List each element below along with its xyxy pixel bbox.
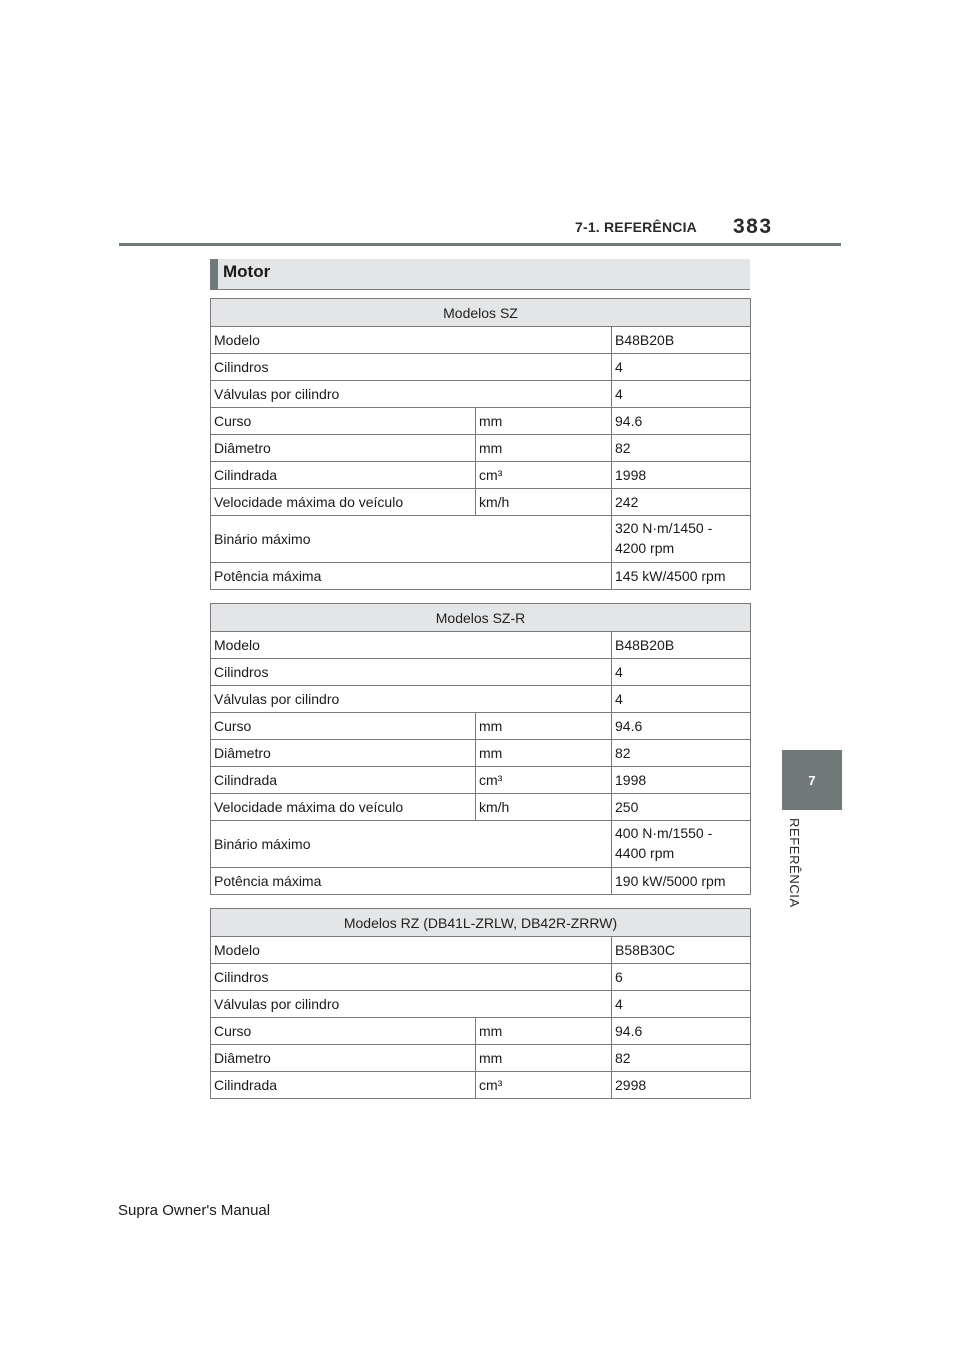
row-value-line: 400 N·m/1550 - [615,825,713,841]
table-row [211,408,751,435]
row-value: 6 [612,964,751,991]
row-label: Modelo [211,327,612,354]
spec-table-sz [210,298,751,590]
chapter-number: 7 [808,772,816,788]
footer-manual-title: Supra Owner's Manual [118,1202,271,1219]
title-accent [210,259,218,289]
table-row [211,354,751,381]
table-heading: Modelos RZ (DB41L-ZRLW, DB42R-ZRRW) [211,909,751,937]
section-title: Motor [223,262,271,281]
row-unit: mm [476,1045,612,1072]
row-value: 4 [612,659,751,686]
row-label: Binário máximo [211,516,612,563]
table-row [211,686,751,713]
row-label: Válvulas por cilindro [211,381,612,408]
row-label: Diâmetro [211,435,476,462]
row-unit: mm [476,408,612,435]
spec-table-rz [210,908,751,1099]
row-value: 82 [612,1045,751,1072]
row-value: 4 [612,686,751,713]
table-row [211,327,751,354]
row-label: Válvulas por cilindro [211,686,612,713]
row-value: 82 [612,740,751,767]
spec-table-sz-r [210,603,751,895]
row-value [612,821,751,868]
table-row [211,659,751,686]
table-row [211,1018,751,1045]
table-row [211,381,751,408]
row-label: Velocidade máxima do veículo [211,794,476,821]
row-label: Curso [211,408,476,435]
page-number: 383 [733,215,773,238]
row-label: Potência máxima [211,563,612,590]
table-row [211,489,751,516]
row-label: Diâmetro [211,740,476,767]
row-unit: mm [476,713,612,740]
table-heading: Modelos SZ-R [211,604,751,632]
section-label: 7-1. REFERÊNCIA [574,219,697,235]
table-heading: Modelos SZ [211,299,751,327]
table-row [211,632,751,659]
row-unit: km/h [476,489,612,516]
row-label: Binário máximo [211,821,612,868]
row-value-line: 320 N·m/1450 - [615,520,713,536]
table-row [211,713,751,740]
table-row [211,740,751,767]
row-value [612,516,751,563]
row-label: Cilindrada [211,767,476,794]
row-label: Cilindros [211,354,612,381]
row-unit: cm³ [476,462,612,489]
row-value: 4 [612,354,751,381]
header-rule [119,243,841,246]
table-row [211,1045,751,1072]
table-row [211,516,751,563]
row-value: 190 kW/5000 rpm [612,868,751,895]
row-label: Velocidade máxima do veículo [211,489,476,516]
row-unit: mm [476,435,612,462]
chapter-tab[interactable] [782,750,842,810]
row-value: 4 [612,381,751,408]
row-value: 82 [612,435,751,462]
row-value: 1998 [612,767,751,794]
chapter-label: REFERÊNCIA [787,818,802,908]
table-row [211,767,751,794]
row-label: Cilindrada [211,1072,476,1099]
table-row [211,821,751,868]
row-value: 94.6 [612,713,751,740]
row-value: 94.6 [612,408,751,435]
row-value: 145 kW/4500 rpm [612,563,751,590]
table-row [211,462,751,489]
table-row [211,868,751,895]
table-row [211,964,751,991]
row-label: Curso [211,1018,476,1045]
row-unit: km/h [476,794,612,821]
row-label: Cilindrada [211,462,476,489]
row-unit: cm³ [476,767,612,794]
row-label: Cilindros [211,964,612,991]
row-value: B48B20B [612,327,751,354]
row-label: Válvulas por cilindro [211,991,612,1018]
row-label: Modelo [211,937,612,964]
row-label: Potência máxima [211,868,612,895]
row-value: B58B30C [612,937,751,964]
row-label: Modelo [211,632,612,659]
row-label: Cilindros [211,659,612,686]
section-title-bar [210,259,750,290]
row-label: Diâmetro [211,1045,476,1072]
table-row [211,937,751,964]
row-value: 2998 [612,1072,751,1099]
row-value: B48B20B [612,632,751,659]
page-header [0,0,960,250]
row-value: 1998 [612,462,751,489]
row-value: 94.6 [612,1018,751,1045]
row-value: 4 [612,991,751,1018]
row-value: 242 [612,489,751,516]
row-value-line: 4400 rpm [615,845,675,861]
row-unit: cm³ [476,1072,612,1099]
table-row [211,794,751,821]
row-value-line: 4200 rpm [615,540,675,556]
table-row [211,1072,751,1099]
table-row [211,435,751,462]
table-row [211,563,751,590]
row-unit: mm [476,1018,612,1045]
row-value: 250 [612,794,751,821]
row-label: Curso [211,713,476,740]
table-row [211,991,751,1018]
row-unit: mm [476,740,612,767]
